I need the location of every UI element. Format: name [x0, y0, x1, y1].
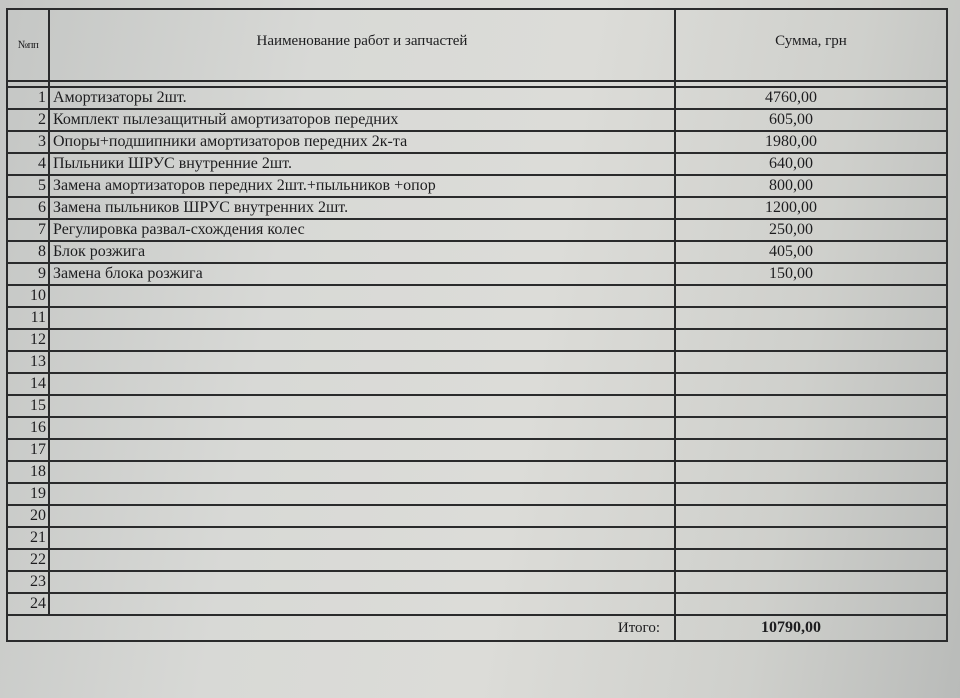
row-item-name: Опоры+подшипники амортизаторов передних 2к-та [49, 131, 675, 153]
row-sum [675, 439, 947, 461]
row-sum [675, 571, 947, 593]
total-value: 10790,00 [675, 615, 947, 641]
row-sum: 605,00 [675, 109, 947, 131]
row-sum: 1980,00 [675, 131, 947, 153]
row-sum [675, 307, 947, 329]
table-row [7, 571, 947, 593]
row-number: 4 [7, 153, 49, 175]
row-item-name: Блок розжига [49, 241, 675, 263]
row-number: 24 [7, 593, 49, 615]
row-item-name [49, 373, 675, 395]
row-sum: 250,00 [675, 219, 947, 241]
row-item-name: Замена амортизаторов передних 2шт.+пыльников +опор [49, 175, 675, 197]
row-number: 21 [7, 527, 49, 549]
table-row [7, 241, 947, 263]
row-sum: 640,00 [675, 153, 947, 175]
row-item-name [49, 505, 675, 527]
table-row [7, 197, 947, 219]
row-number: 18 [7, 461, 49, 483]
row-item-name [49, 461, 675, 483]
row-item-name [49, 483, 675, 505]
row-item-name [49, 351, 675, 373]
row-item-name [49, 417, 675, 439]
row-item-name [49, 395, 675, 417]
table-row [7, 131, 947, 153]
row-sum [675, 395, 947, 417]
row-number: 9 [7, 263, 49, 285]
row-number: 19 [7, 483, 49, 505]
table-row [7, 351, 947, 373]
row-number: 17 [7, 439, 49, 461]
row-sum: 4760,00 [675, 87, 947, 109]
row-number: 15 [7, 395, 49, 417]
table-row [7, 109, 947, 131]
row-number: 10 [7, 285, 49, 307]
row-number: 16 [7, 417, 49, 439]
table-row [7, 285, 947, 307]
row-sum [675, 373, 947, 395]
total-label: Итого: [7, 615, 675, 641]
row-sum [675, 329, 947, 351]
row-number: 23 [7, 571, 49, 593]
row-sum [675, 505, 947, 527]
row-item-name [49, 285, 675, 307]
row-sum: 1200,00 [675, 197, 947, 219]
row-item-name [49, 571, 675, 593]
table-row [7, 307, 947, 329]
row-item-name: Замена блока розжига [49, 263, 675, 285]
table-row [7, 153, 947, 175]
row-sum: 800,00 [675, 175, 947, 197]
table-row [7, 439, 947, 461]
row-sum [675, 351, 947, 373]
row-item-name: Амортизаторы 2шт. [49, 87, 675, 109]
row-number: 7 [7, 219, 49, 241]
row-item-name: Пыльники ШРУС внутренние 2шт. [49, 153, 675, 175]
row-number: 11 [7, 307, 49, 329]
row-item-name [49, 329, 675, 351]
row-item-name [49, 549, 675, 571]
row-number: 14 [7, 373, 49, 395]
table-row [7, 373, 947, 395]
table-row [7, 483, 947, 505]
table-row [7, 263, 947, 285]
table-row [7, 219, 947, 241]
table-row [7, 395, 947, 417]
table-row [7, 329, 947, 351]
header-sum: Сумма, грн [675, 9, 947, 81]
row-number: 12 [7, 329, 49, 351]
header-name: Наименование работ и запчастей [49, 9, 675, 81]
table-header-row [7, 9, 947, 81]
invoice-table [6, 8, 948, 642]
row-sum [675, 285, 947, 307]
row-item-name [49, 527, 675, 549]
row-number: 13 [7, 351, 49, 373]
row-number: 8 [7, 241, 49, 263]
table-row [7, 505, 947, 527]
row-sum [675, 527, 947, 549]
table-row [7, 87, 947, 109]
table-row [7, 461, 947, 483]
table-row [7, 417, 947, 439]
row-item-name: Комплект пылезащитный амортизаторов передних [49, 109, 675, 131]
table-row [7, 175, 947, 197]
table-row [7, 593, 947, 615]
row-number: 6 [7, 197, 49, 219]
table-row [7, 527, 947, 549]
row-item-name [49, 439, 675, 461]
row-number: 5 [7, 175, 49, 197]
row-sum [675, 461, 947, 483]
row-item-name: Регулировка развал-схождения колес [49, 219, 675, 241]
total-row [7, 615, 947, 641]
header-number: №пп [7, 9, 49, 81]
row-item-name [49, 307, 675, 329]
row-number: 20 [7, 505, 49, 527]
row-sum [675, 417, 947, 439]
row-sum: 150,00 [675, 263, 947, 285]
table-row [7, 549, 947, 571]
row-sum [675, 593, 947, 615]
row-item-name: Замена пыльников ШРУС внутренних 2шт. [49, 197, 675, 219]
row-number: 3 [7, 131, 49, 153]
row-number: 1 [7, 87, 49, 109]
row-number: 22 [7, 549, 49, 571]
row-number: 2 [7, 109, 49, 131]
row-sum [675, 549, 947, 571]
row-sum: 405,00 [675, 241, 947, 263]
row-item-name [49, 593, 675, 615]
row-sum [675, 483, 947, 505]
